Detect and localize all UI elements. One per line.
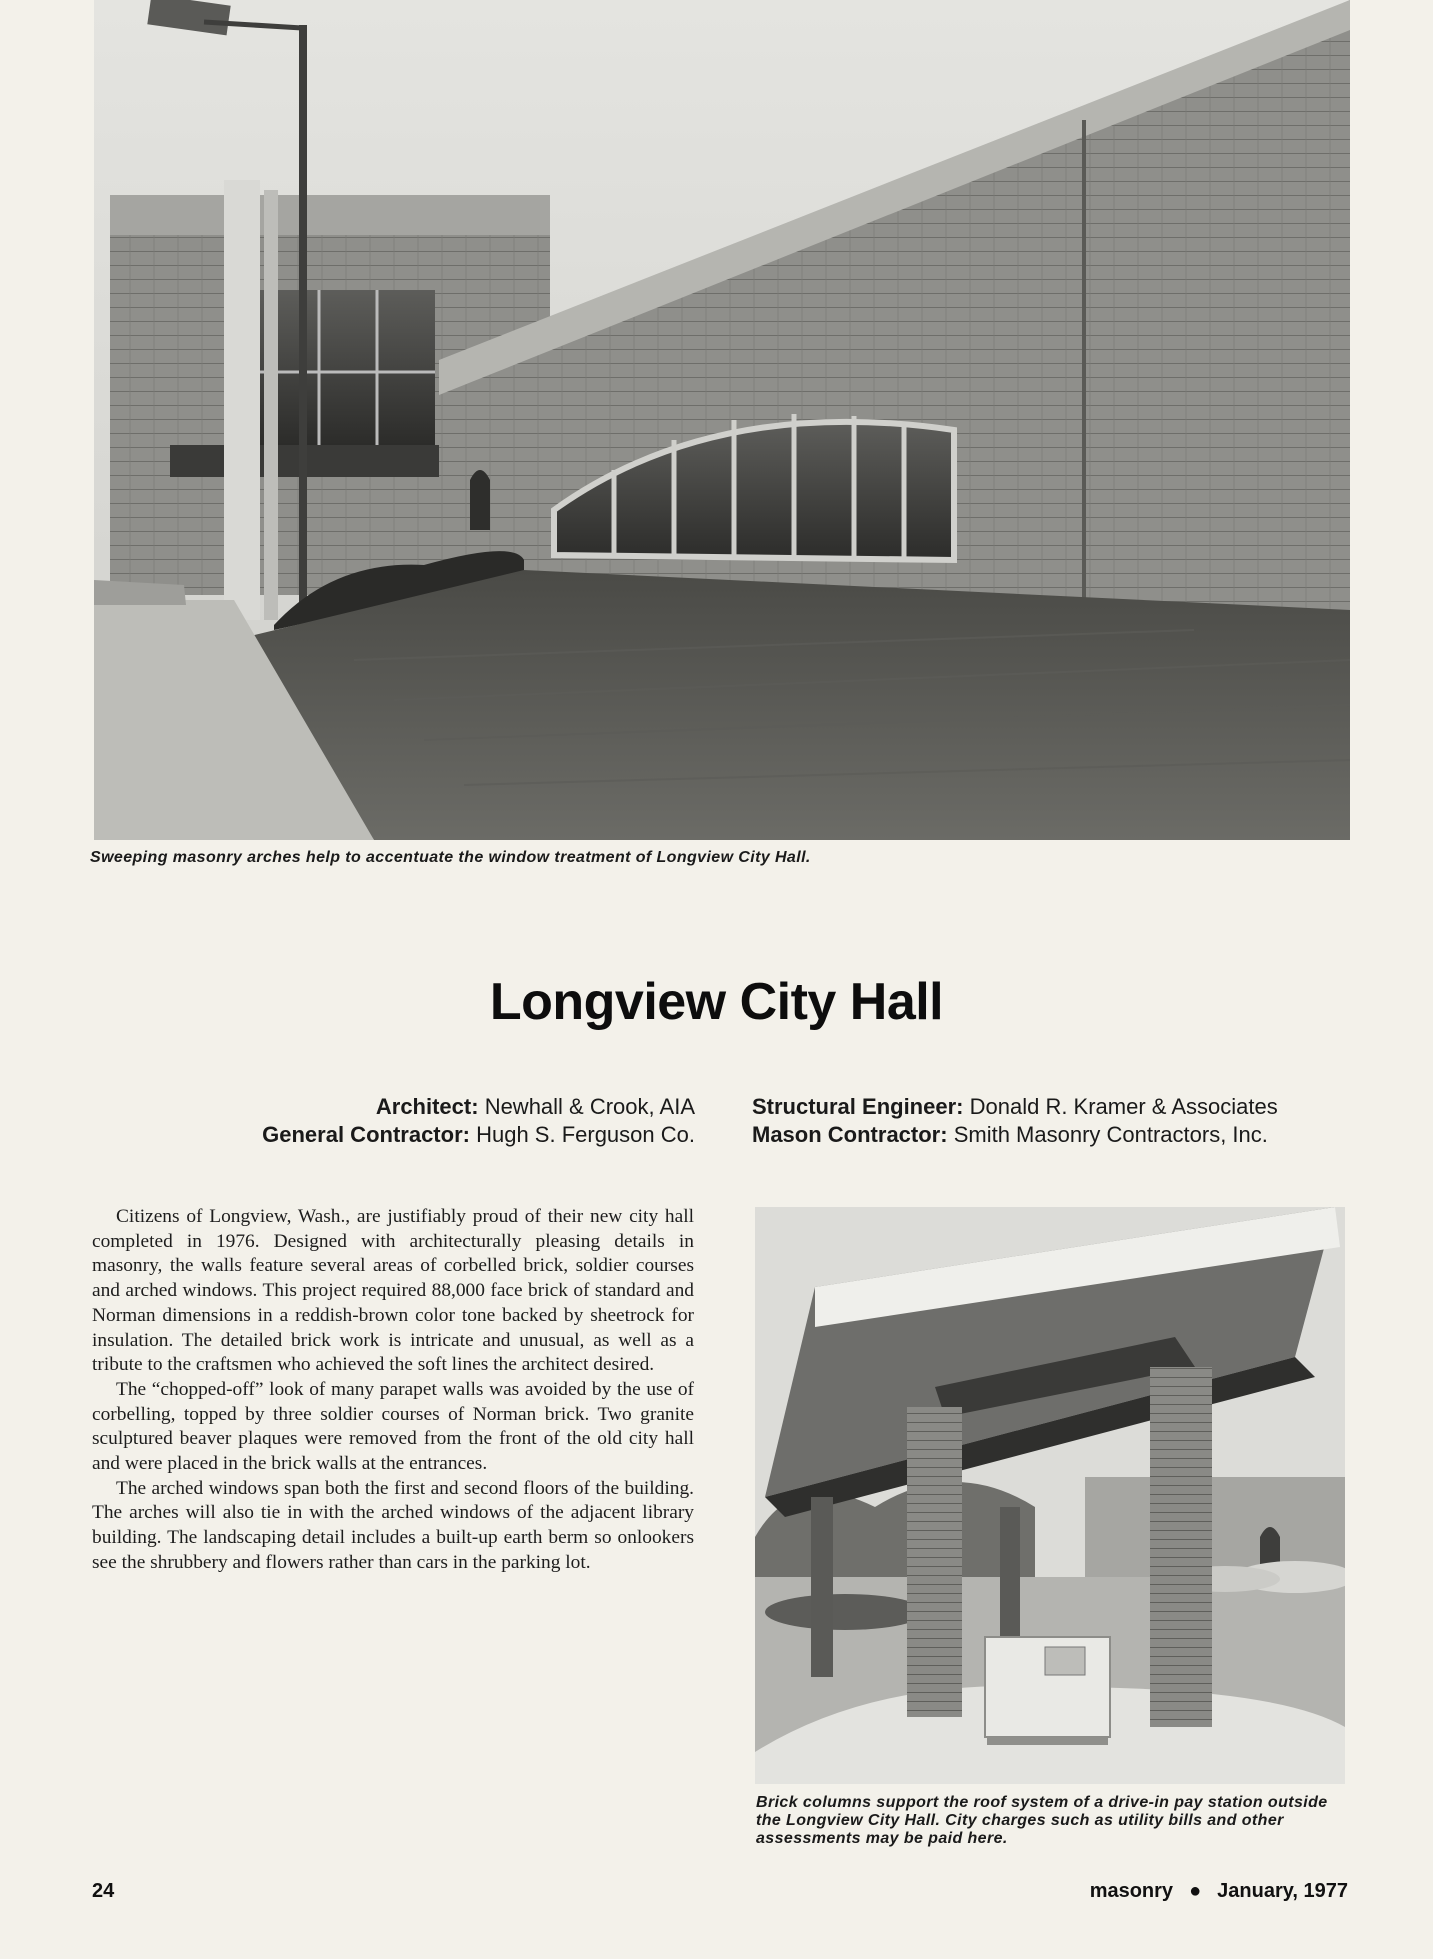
photo-pay-station (755, 1207, 1345, 1784)
mason-contractor-value: Smith Masonry Contractors, Inc. (953, 1122, 1268, 1147)
credits-right (752, 1093, 1278, 1149)
architect-value: Newhall & Crook, AIA (484, 1094, 695, 1119)
architect-label: Architect: (375, 1094, 479, 1119)
publication-name: masonry (1089, 1880, 1174, 1902)
page-number: 24 (92, 1880, 115, 1902)
structural-engineer-label: Structural Engineer: (752, 1094, 964, 1119)
body-paragraph: Citizens of Longview, Wash., are justifiably proud of their new city hall completed in 1976. Designed with architecturally pleasing details in masonry, the walls feature several areas of corbelled brick, soldier courses and arched windows. This project required 88,000 face brick of standard and Norman dimensions in a reddish-brown color tone backed by sheetrock for insulation. The detailed brick work is intricate and unusual, as well as a tribute to the craftsmen who achieved the soft lines the architect desired. (92, 1206, 694, 1376)
photo-caption: Sweeping masonry arches help to accentuate the window treatment of Longview City Hall. (90, 849, 811, 866)
running-footer (1090, 1880, 1348, 1903)
article-body (92, 1205, 694, 1576)
photo-caption: Brick columns support the roof system of a drive-in pay station outside the Longview City Hall. City charges such as utility bills and other assessments may be paid here. (756, 1794, 1328, 1847)
body-paragraph: The “chopped-off” look of many parapet walls was avoided by the use of corbelling, topped by three soldier courses of Norman brick. Two granite sculptured beaver plaques were removed from the front of the old city hall and were placed in the brick walls at the entrances. (92, 1378, 694, 1475)
photo-city-hall-arches (94, 0, 1350, 840)
general-contractor-value: Hugh S. Ferguson Co. (476, 1122, 695, 1147)
issue-date: January, 1977 (1217, 1880, 1348, 1902)
structural-engineer-value: Donald R. Kramer & Associates (969, 1094, 1278, 1119)
article-title: Longview City Hall (489, 973, 944, 1031)
body-paragraph: The arched windows span both the first and second floors of the building. The arches will also tie in with the arched windows of the adjacent library building. The landscaping detail includes a built-up earth berm so onlookers see the shrubbery and flowers rather than cars in the parking lot. (92, 1477, 694, 1573)
credits-left (262, 1093, 695, 1149)
bullet-separator: ● (1189, 1880, 1202, 1902)
mason-contractor-label: Mason Contractor: (752, 1122, 948, 1147)
general-contractor-label: General Contractor: (262, 1122, 470, 1147)
